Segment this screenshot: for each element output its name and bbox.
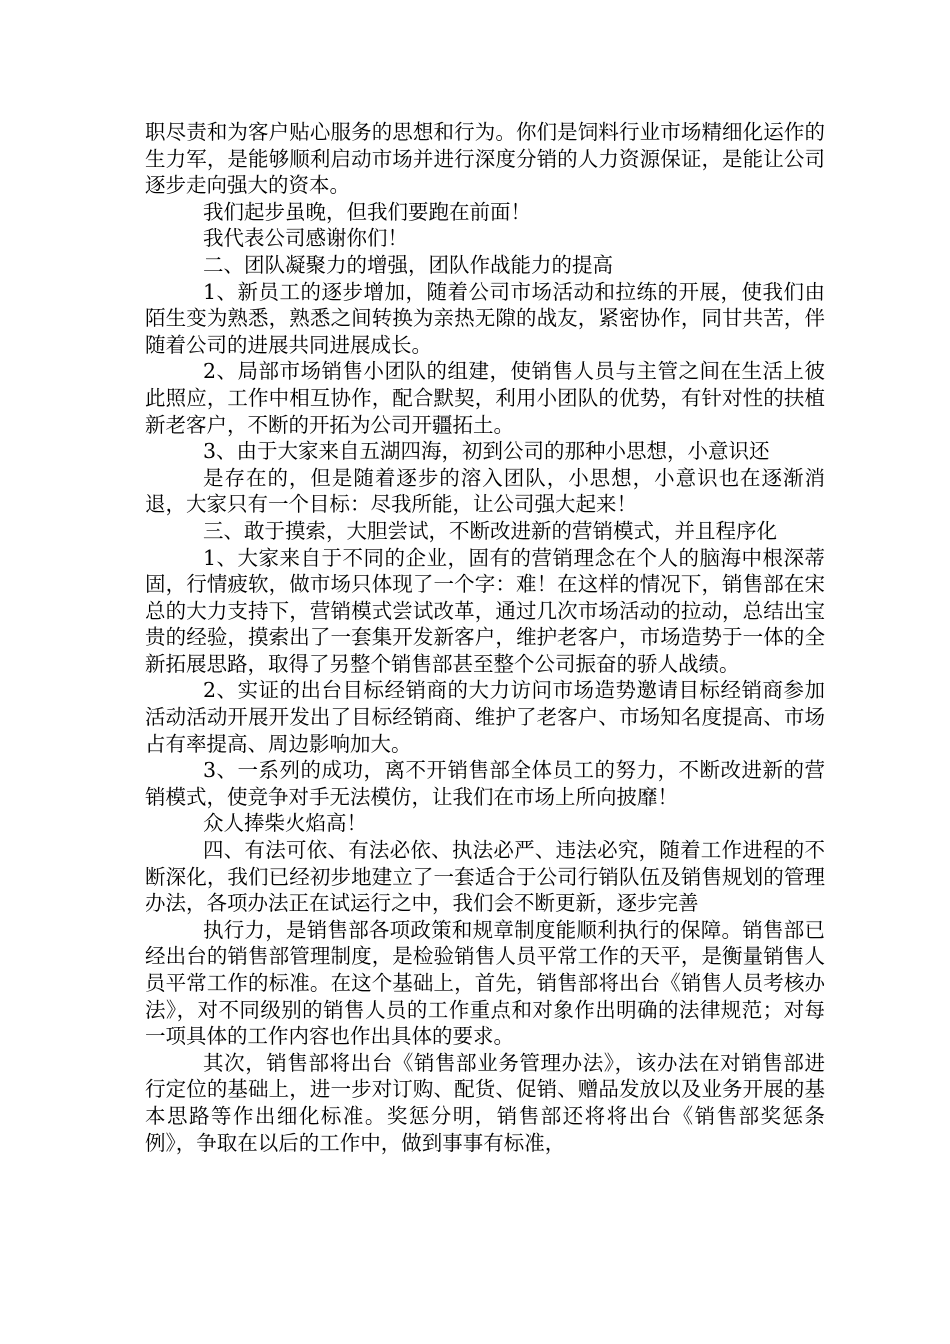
section-heading: 四、有法可依、有法必依、执法必严、违法必究，随着工作进程的不断深化，我们已经初步地建立了一套适合于公司行销队伍及销售规划的管理办法，各项办法正在试运行之中，我们会不断更新，逐步完善 <box>145 838 825 916</box>
paragraph: 3、由于大家来自五湖四海，初到公司的那种小思想，小意识还 <box>203 439 770 464</box>
paragraph: 2、实证的出台目标经销商的大力访问市场造势邀请目标经销商参加活动活动开展开发出了目标经销商、维护了老客户、市场知名度提高、市场占有率提高、周边影响加大。 <box>145 678 825 756</box>
paragraph: 3、一系列的成功，离不开销售部全体员工的努力，不断改进新的营销模式，使竞争对手无法模仿，让我们在市场上所向披靡！ <box>145 758 825 809</box>
paragraph: 执行力，是销售部各项政策和规章制度能顺利执行的保障。销售部已经出台的销售部管理制度，是检验销售人员平常工作的天平，是衡量销售人员平常工作的标准。在这个基础上，首先，销售部将出台《销售人员考核办法》，对不同级别的销售人员的工作重点和对象作出明确的法律规范；对每一项具体的工作内容也作出具体的要求。 <box>145 917 825 1049</box>
section-heading: 二、团队凝聚力的增强，团队作战能力的提高 <box>203 252 613 277</box>
paragraph: 我代表公司感谢你们！ <box>203 226 408 251</box>
document-page <box>145 119 825 1156</box>
paragraph: 我们起步虽晚，但我们要跑在前面！ <box>203 199 531 224</box>
paragraph: 众人捧柴火焰高！ <box>203 811 367 836</box>
paragraph: 2、局部市场销售小团队的组建，使销售人员与主管之间在生活上彼此照应，工作中相互协作，配合默契，利用小团队的优势，有针对性的扶植新老客户，不断的开拓为公司开疆拓土。 <box>145 359 825 437</box>
section-heading: 三、敢于摸索，大胆尝试，不断改进新的营销模式，并且程序化 <box>203 518 777 543</box>
paragraph: 其次，销售部将出台《销售部业务管理办法》，该办法在对销售部进行定位的基础上，进一步对订购、配货、促销、赠品发放以及业务开展的基本思路等作出细化标准。奖惩分明，销售部还将将出台《销售部奖惩条例》，争取在以后的工作中，做到事事有标准， <box>145 1050 825 1155</box>
paragraph: 1、新员工的逐步增加，随着公司市场活动和拉练的开展，使我们由陌生变为熟悉，熟悉之间转换为亲热无隙的战友，紧密协作，同甘共苦，伴随着公司的进展共同进展成长。 <box>145 279 825 357</box>
paragraph: 职尽责和为客户贴心服务的思想和行为。你们是饲料行业市场精细化运作的生力军，是能够顺利启动市场并进行深度分销的人力资源保证，是能让公司逐步走向强大的资本。 <box>145 120 825 198</box>
paragraph: 是存在的，但是随着逐步的溶入团队，小思想，小意识也在逐渐消退，大家只有一个目标：尽我所能，让公司强大起来！ <box>145 465 825 517</box>
paragraph: 1、大家来自于不同的企业，固有的营销理念在个人的脑海中根深蒂固，行情疲软，做市场只体现了一个字：难！在这样的情况下，销售部在宋总的大力支持下，营销模式尝试改革，通过几次市场活动的拉动，总结出宝贵的经验，摸索出了一套集开发新客户，维护老客户，市场造势于一体的全新拓展思路，取得了另整个销售部甚至整个公司振奋的骄人战绩。 <box>145 545 825 676</box>
